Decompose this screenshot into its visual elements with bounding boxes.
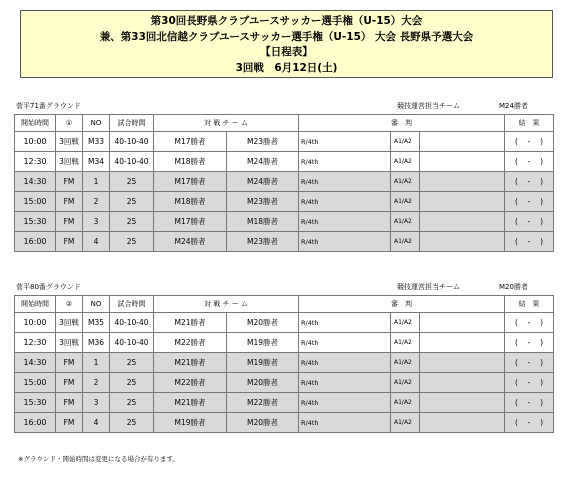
cell-time: 15:00	[15, 373, 56, 393]
cell-referee: R/4th	[299, 373, 391, 393]
table-row	[15, 353, 554, 373]
cell-time: 16:00	[15, 232, 56, 252]
cell-no: 1	[83, 353, 110, 373]
result-close: )	[540, 157, 544, 166]
header-referee: 審 判	[299, 115, 505, 132]
cell-team-2: M20勝者	[227, 413, 299, 433]
cell-referee: R/4th	[299, 172, 391, 192]
cell-referee: R/4th	[299, 393, 391, 413]
cell-referee: R/4th	[299, 232, 391, 252]
cell-team-1: M17勝者	[154, 212, 227, 232]
cell-team-2: M19勝者	[227, 333, 299, 353]
result-dash: -	[527, 398, 531, 407]
result-dash: -	[527, 177, 531, 186]
header-no: NO	[83, 296, 110, 313]
cell-team-1: M21勝者	[154, 393, 227, 413]
cell-no: 2	[83, 373, 110, 393]
cell-team-1: M18勝者	[154, 152, 227, 172]
header-start: 開始時間	[15, 296, 56, 313]
cell-no: 4	[83, 413, 110, 433]
cell-round: FM	[56, 393, 83, 413]
title-line-3: 【日程表】	[260, 46, 313, 58]
cell-team-2: M24勝者	[227, 152, 299, 172]
result-open: (	[515, 197, 518, 206]
result-close: )	[540, 398, 544, 407]
result-close: )	[540, 137, 544, 146]
table-row	[15, 333, 554, 353]
cell-round: FM	[56, 192, 83, 212]
result-close: )	[540, 418, 544, 427]
header-start: 開始時間	[15, 115, 56, 132]
cell-team-2: M18勝者	[227, 212, 299, 232]
result-open: (	[515, 418, 518, 427]
cell-duration: 25	[110, 212, 154, 232]
result-close: )	[540, 217, 544, 226]
result-open: (	[515, 358, 518, 367]
cell-no: M35	[83, 313, 110, 333]
cell-team-1: M21勝者	[154, 353, 227, 373]
schedule-table-2	[14, 295, 554, 433]
cell-no: M34	[83, 152, 110, 172]
table-row	[15, 132, 554, 152]
cell-result	[505, 232, 554, 252]
cell-round: FM	[56, 413, 83, 433]
result-close: )	[540, 177, 544, 186]
cell-round: FM	[56, 232, 83, 252]
schedule-table-1	[14, 114, 554, 252]
table-header-row	[15, 296, 554, 313]
cell-assistant-blank	[420, 313, 505, 333]
table-row	[15, 373, 554, 393]
table-row	[15, 212, 554, 232]
cell-no: M36	[83, 333, 110, 353]
cell-duration: 40-10-40	[110, 152, 154, 172]
cell-duration: 25	[110, 373, 154, 393]
cell-assistant-blank	[420, 393, 505, 413]
cell-assistant-blank	[420, 353, 505, 373]
cell-team-1: M22勝者	[154, 373, 227, 393]
cell-assistant-blank	[420, 132, 505, 152]
cell-time: 12:30	[15, 333, 56, 353]
cell-round: FM	[56, 353, 83, 373]
cell-duration: 25	[110, 353, 154, 373]
cell-assistant-blank	[420, 373, 505, 393]
cell-time: 15:30	[15, 393, 56, 413]
cell-team-2: M24勝者	[227, 172, 299, 192]
cell-duration: 25	[110, 172, 154, 192]
cell-assistant: A1/A2	[391, 192, 420, 212]
result-dash: -	[527, 157, 531, 166]
cell-result	[505, 393, 554, 413]
result-dash: -	[527, 217, 531, 226]
cell-no: 2	[83, 192, 110, 212]
cell-assistant-blank	[420, 152, 505, 172]
table-row	[15, 232, 554, 252]
cell-team-2: M23勝者	[227, 232, 299, 252]
table-row	[15, 152, 554, 172]
result-close: )	[540, 237, 544, 246]
cell-assistant: A1/A2	[391, 333, 420, 353]
header-ground-num: ①	[56, 115, 83, 132]
cell-time: 15:30	[15, 212, 56, 232]
cell-time: 14:30	[15, 353, 56, 373]
cell-team-2: M20勝者	[227, 373, 299, 393]
cell-no: 3	[83, 393, 110, 413]
cell-result	[505, 152, 554, 172]
result-dash: -	[527, 237, 531, 246]
ground-1-org-label: 競技運営担当チーム	[397, 102, 460, 110]
cell-assistant-blank	[420, 413, 505, 433]
cell-assistant: A1/A2	[391, 172, 420, 192]
cell-result	[505, 373, 554, 393]
cell-assistant: A1/A2	[391, 373, 420, 393]
footnote: ※グラウンド・開始時間は変更になる場合が有ります。	[18, 455, 179, 463]
cell-round: 3回戦	[56, 132, 83, 152]
result-dash: -	[527, 418, 531, 427]
cell-time: 10:00	[15, 132, 56, 152]
table-row	[15, 172, 554, 192]
cell-referee: R/4th	[299, 353, 391, 373]
cell-referee: R/4th	[299, 333, 391, 353]
cell-referee: R/4th	[299, 313, 391, 333]
result-open: (	[515, 217, 518, 226]
cell-referee: R/4th	[299, 413, 391, 433]
cell-result	[505, 212, 554, 232]
table-header-row	[15, 115, 554, 132]
result-close: )	[540, 338, 544, 347]
cell-result	[505, 132, 554, 152]
cell-assistant-blank	[420, 232, 505, 252]
cell-round: 3回戦	[56, 152, 83, 172]
result-open: (	[515, 157, 518, 166]
result-dash: -	[527, 338, 531, 347]
cell-team-2: M22勝者	[227, 393, 299, 413]
cell-result	[505, 172, 554, 192]
cell-team-2: M20勝者	[227, 313, 299, 333]
cell-team-2: M23勝者	[227, 192, 299, 212]
cell-assistant-blank	[420, 172, 505, 192]
cell-no: 4	[83, 232, 110, 252]
title-box	[20, 10, 553, 78]
cell-time: 15:00	[15, 192, 56, 212]
cell-assistant: A1/A2	[391, 413, 420, 433]
ground-1-name: 菅平71番グラウンド	[16, 102, 81, 110]
cell-duration: 25	[110, 192, 154, 212]
result-close: )	[540, 318, 544, 327]
cell-result	[505, 192, 554, 212]
cell-assistant: A1/A2	[391, 212, 420, 232]
table-row	[15, 192, 554, 212]
cell-referee: R/4th	[299, 192, 391, 212]
ground-2-name: 菅平80番グラウンド	[16, 283, 81, 291]
result-close: )	[540, 358, 544, 367]
cell-result	[505, 353, 554, 373]
cell-assistant-blank	[420, 212, 505, 232]
cell-team-2: M23勝者	[227, 132, 299, 152]
cell-duration: 25	[110, 232, 154, 252]
cell-round: 3回戦	[56, 333, 83, 353]
result-close: )	[540, 197, 544, 206]
cell-round: 3回戦	[56, 313, 83, 333]
cell-assistant: A1/A2	[391, 132, 420, 152]
cell-team-2: M19勝者	[227, 353, 299, 373]
cell-duration: 40-10-40	[110, 333, 154, 353]
title-line-1: 第30回長野県クラブユースサッカー選手権（U-15）大会	[150, 15, 423, 27]
cell-referee: R/4th	[299, 152, 391, 172]
result-open: (	[515, 338, 518, 347]
header-result: 結 果	[505, 296, 554, 313]
header-match: 対 戦 チ ー ム	[154, 115, 299, 132]
cell-assistant: A1/A2	[391, 393, 420, 413]
ground-2-org-team: M20勝者	[499, 283, 528, 291]
table-row	[15, 413, 554, 433]
cell-referee: R/4th	[299, 132, 391, 152]
cell-no: 3	[83, 212, 110, 232]
cell-assistant: A1/A2	[391, 232, 420, 252]
cell-time: 16:00	[15, 413, 56, 433]
cell-assistant-blank	[420, 333, 505, 353]
cell-assistant: A1/A2	[391, 313, 420, 333]
ground-2-org-label: 競技運営担当チーム	[397, 283, 460, 291]
header-ground-num: ②	[56, 296, 83, 313]
cell-assistant-blank	[420, 192, 505, 212]
cell-duration: 25	[110, 413, 154, 433]
title-line-4: 3回戦 6月12日(土)	[235, 61, 338, 74]
result-open: (	[515, 398, 518, 407]
table-row	[15, 313, 554, 333]
cell-team-1: M17勝者	[154, 132, 227, 152]
cell-team-1: M24勝者	[154, 232, 227, 252]
cell-round: FM	[56, 172, 83, 192]
cell-time: 12:30	[15, 152, 56, 172]
result-open: (	[515, 177, 518, 186]
cell-assistant: A1/A2	[391, 152, 420, 172]
cell-referee: R/4th	[299, 212, 391, 232]
cell-team-1: M21勝者	[154, 313, 227, 333]
table-row	[15, 393, 554, 413]
cell-team-1: M22勝者	[154, 333, 227, 353]
result-open: (	[515, 137, 518, 146]
cell-result	[505, 313, 554, 333]
cell-round: FM	[56, 373, 83, 393]
header-no: NO	[83, 115, 110, 132]
header-duration: 試合時間	[110, 296, 154, 313]
cell-team-1: M18勝者	[154, 192, 227, 212]
cell-duration: 40-10-40	[110, 313, 154, 333]
cell-duration: 25	[110, 393, 154, 413]
cell-no: M33	[83, 132, 110, 152]
ground-1-org-team: M24勝者	[499, 102, 528, 110]
cell-team-1: M17勝者	[154, 172, 227, 192]
header-result: 結 果	[505, 115, 554, 132]
cell-assistant: A1/A2	[391, 353, 420, 373]
result-open: (	[515, 318, 518, 327]
result-dash: -	[527, 358, 531, 367]
cell-time: 14:30	[15, 172, 56, 192]
cell-result	[505, 413, 554, 433]
header-duration: 試合時間	[110, 115, 154, 132]
result-dash: -	[527, 137, 531, 146]
cell-result	[505, 333, 554, 353]
header-referee: 審 判	[299, 296, 505, 313]
title-line-2: 兼、第33回北信越クラブユースサッカー選手権（U-15） 大会 長野県予選大会	[99, 30, 474, 43]
result-dash: -	[527, 197, 531, 206]
cell-time: 10:00	[15, 313, 56, 333]
cell-round: FM	[56, 212, 83, 232]
result-dash: -	[527, 318, 531, 327]
header-match: 対 戦 チ ー ム	[154, 296, 299, 313]
result-dash: -	[527, 378, 531, 387]
cell-no: 1	[83, 172, 110, 192]
result-open: (	[515, 378, 518, 387]
result-close: )	[540, 378, 544, 387]
result-open: (	[515, 237, 518, 246]
cell-team-1: M19勝者	[154, 413, 227, 433]
cell-duration: 40-10-40	[110, 132, 154, 152]
